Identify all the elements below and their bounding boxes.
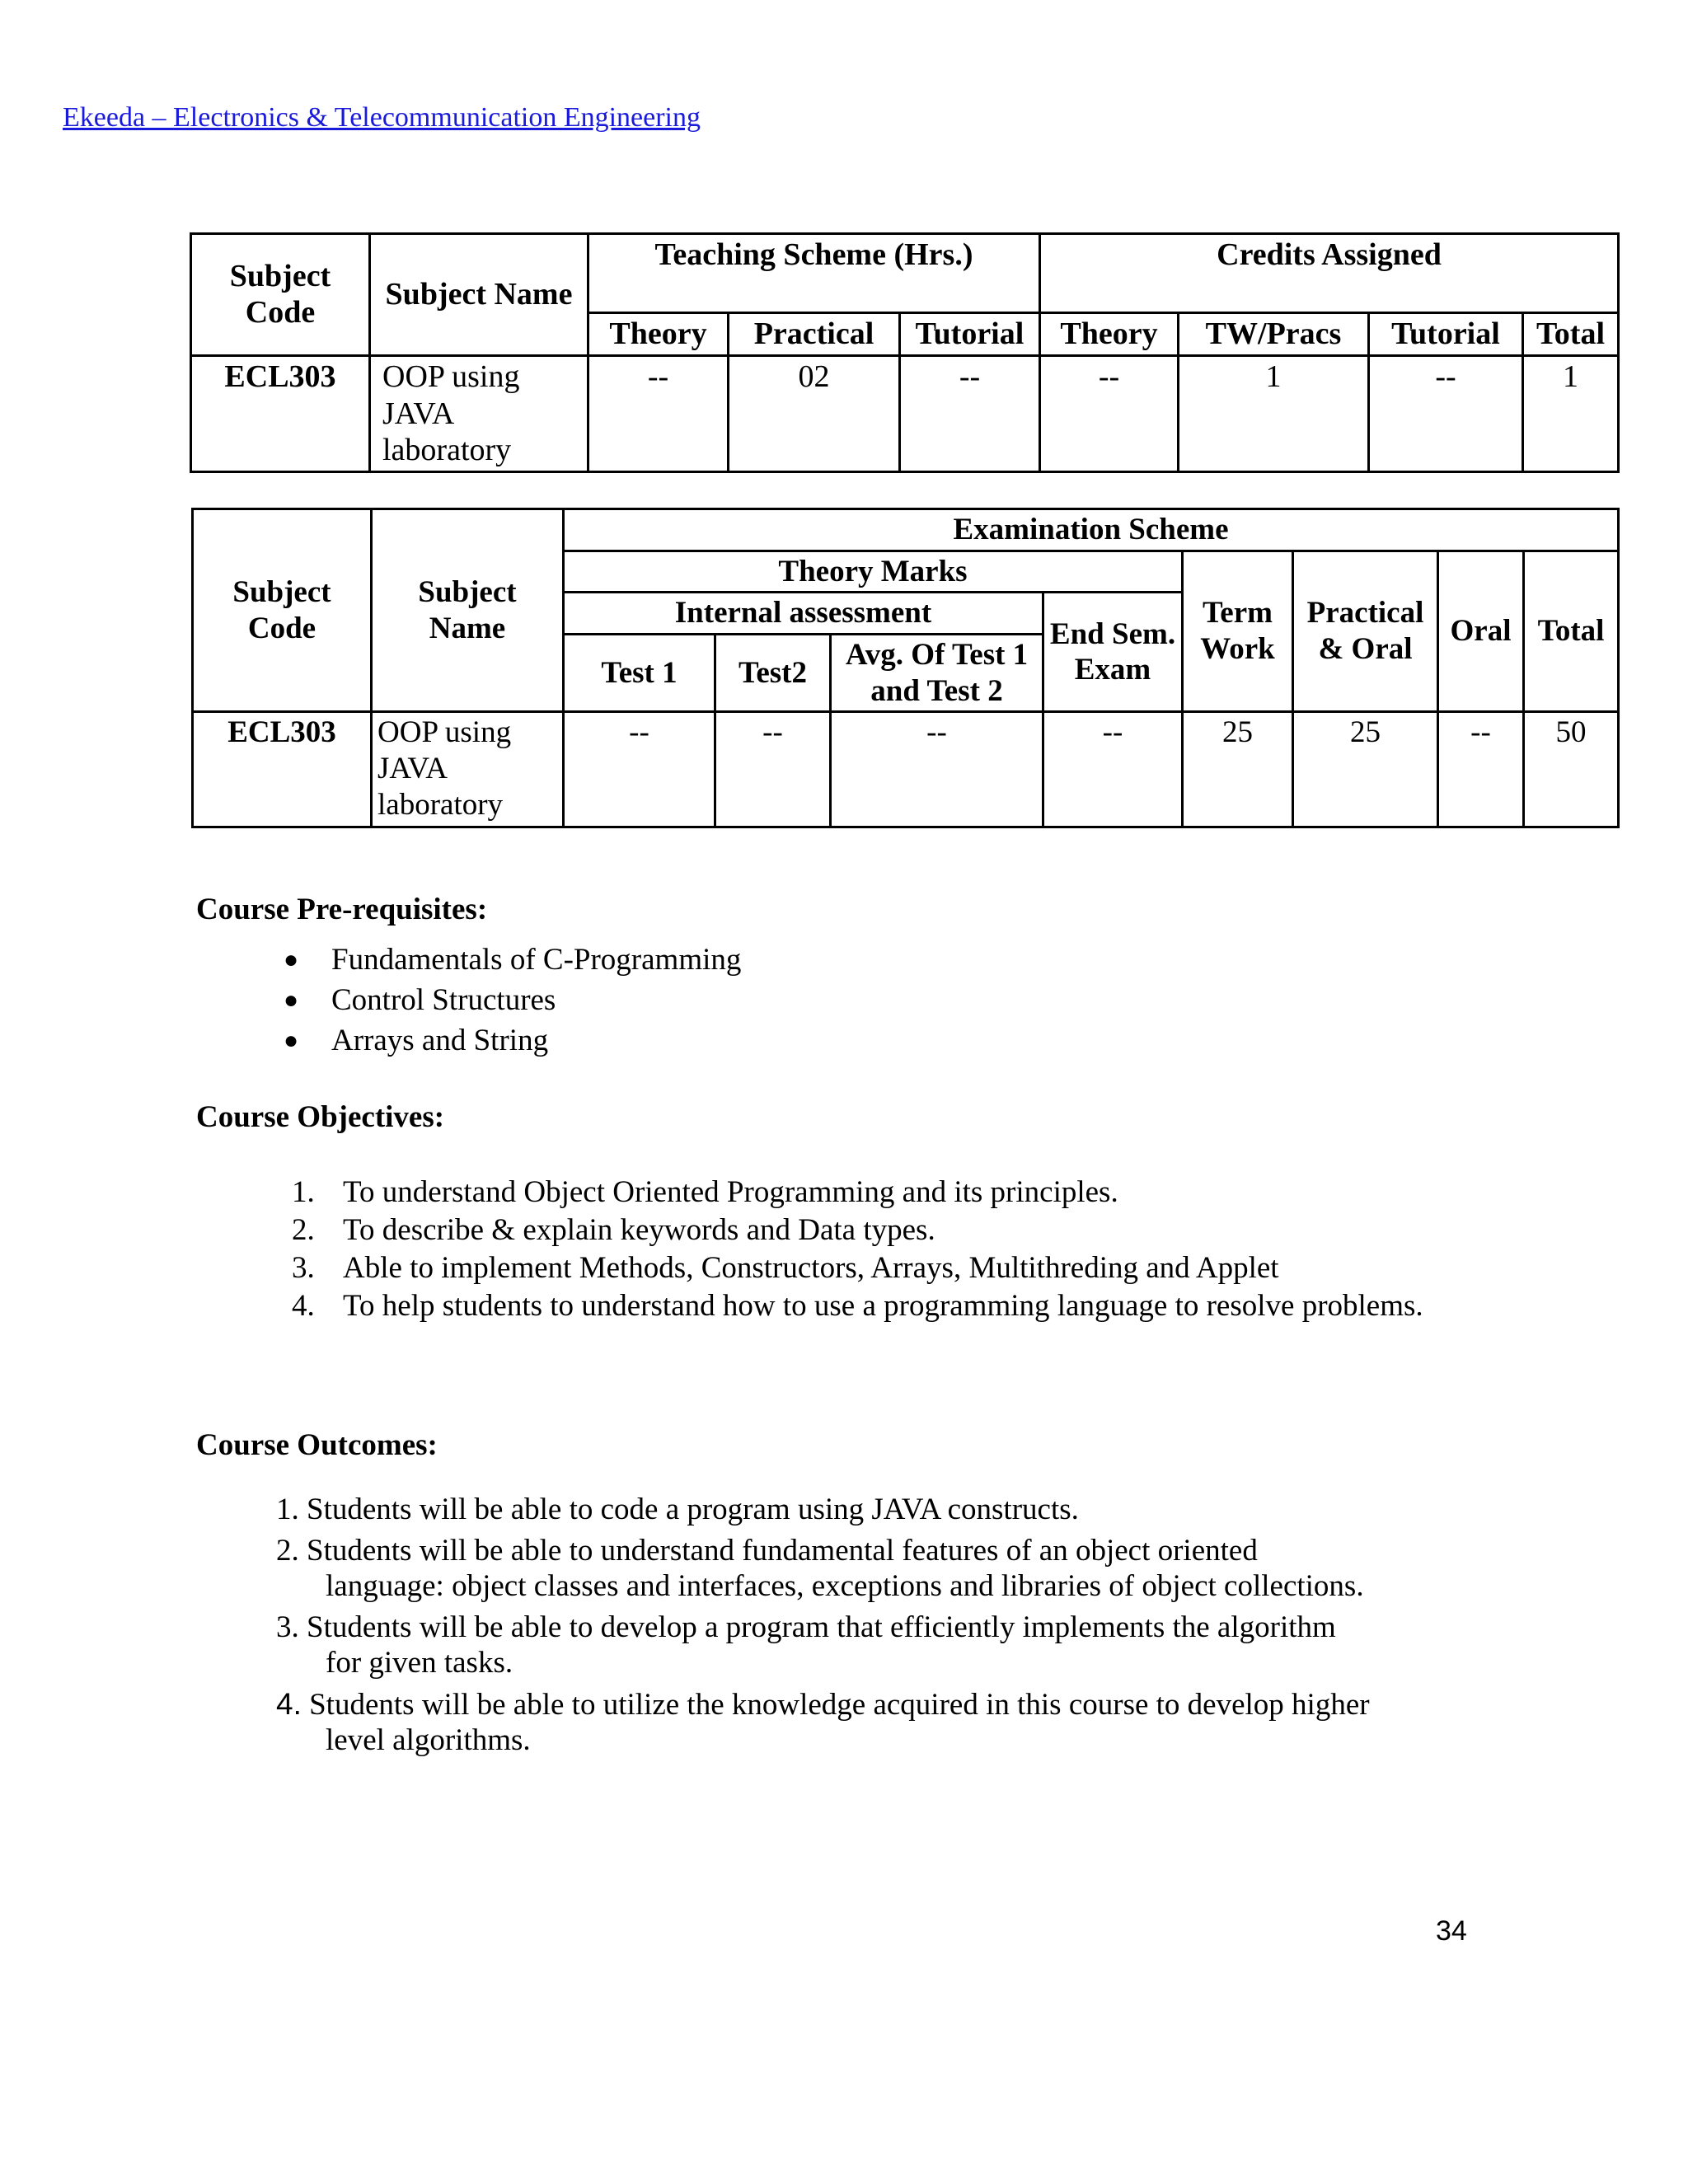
outcomes-title: Course Outcomes:: [196, 1428, 438, 1462]
header-credits-assigned: Credits Assigned: [1040, 234, 1619, 313]
list-item: [276, 1533, 1479, 1604]
subject-name-cell: OOP using JAVA laboratory: [372, 712, 564, 827]
item-number: 4.: [292, 1289, 315, 1323]
subheader-tw-pracs: TW/Pracs: [1179, 313, 1369, 356]
list-item: [280, 940, 741, 980]
header-internal-assessment: Internal assessment: [564, 593, 1043, 635]
list-item: [276, 1610, 1479, 1680]
subheader-theory: Theory: [588, 313, 729, 356]
list-item: [276, 1492, 1479, 1527]
header-subject-name: Subject Name: [372, 509, 564, 712]
value-cell: 02: [729, 355, 900, 471]
table-row: [191, 355, 1619, 471]
list-item: [280, 1249, 1434, 1287]
bullet-icon: ●: [284, 987, 299, 1014]
outcome-text: Students will be able to understand fundamental features of an object oriented: [307, 1534, 1258, 1568]
outcome-continuation: level algorithms.: [326, 1723, 531, 1757]
header-examination-scheme: Examination Scheme: [564, 509, 1619, 551]
value-cell: 50: [1524, 712, 1619, 827]
header-subject-code: Subject Code: [191, 234, 370, 356]
item-number: 4.: [276, 1687, 302, 1721]
value-cell: --: [588, 355, 729, 471]
header-total: Total: [1524, 551, 1619, 712]
header-term-work: Term Work: [1183, 551, 1293, 712]
teaching-credits-table: [190, 232, 1620, 473]
objective-text: To help students to understand how to use a programming language to resolve problems.: [343, 1289, 1423, 1323]
outcome-text: Students will be able to develop a program that efficiently implements the algorithm: [307, 1610, 1336, 1644]
prerequisite-text: Fundamentals of C-Programming: [331, 943, 742, 977]
outcome-continuation: language: object classes and interfaces, exceptions and libraries of object collections.: [326, 1569, 1364, 1603]
bullet-icon: ●: [284, 946, 299, 973]
value-cell: 25: [1183, 712, 1293, 827]
table-row: [193, 712, 1619, 827]
subheader-tutorial: Tutorial: [900, 313, 1040, 356]
page-number: 34: [1436, 1915, 1467, 1947]
list-item: [280, 980, 741, 1020]
value-cell: --: [564, 712, 715, 827]
subject-name-cell: OOP using JAVA laboratory: [370, 355, 588, 471]
subject-code-cell: ECL303: [191, 355, 370, 471]
examination-scheme-table: [191, 508, 1620, 828]
objectives-list: [280, 1174, 1434, 1325]
item-number: 2.: [292, 1213, 315, 1247]
prerequisites-title: Course Pre-requisites:: [196, 893, 488, 926]
objective-text: To describe & explain keywords and Data types.: [343, 1213, 935, 1247]
subheader-credit-tutorial: Tutorial: [1369, 313, 1523, 356]
item-number: 1.: [276, 1493, 299, 1526]
outcome-text: Students will be able to code a program using JAVA constructs.: [307, 1493, 1079, 1526]
subheader-credit-theory: Theory: [1040, 313, 1179, 356]
value-cell: --: [1438, 712, 1524, 827]
subheader-practical: Practical: [729, 313, 900, 356]
list-item: [280, 1174, 1434, 1212]
value-cell: --: [1369, 355, 1523, 471]
item-number: 2.: [276, 1534, 299, 1568]
value-cell: --: [715, 712, 831, 827]
value-cell: 25: [1293, 712, 1438, 827]
outcomes-list: [276, 1492, 1479, 1764]
list-item: [280, 1287, 1434, 1325]
item-number: 3.: [292, 1251, 315, 1285]
list-item: [276, 1686, 1479, 1758]
header-theory-marks: Theory Marks: [564, 551, 1183, 593]
subheader-total: Total: [1523, 313, 1619, 356]
objective-text: Able to implement Methods, Constructors, Arrays, Multithreding and Applet: [343, 1251, 1279, 1285]
header-avg-test: Avg. Of Test 1 and Test 2: [831, 634, 1043, 711]
objective-text: To understand Object Oriented Programming and its principles.: [343, 1175, 1118, 1209]
header-link[interactable]: Ekeeda – Electronics & Telecommunication Engineering: [63, 102, 701, 133]
list-item: [280, 1212, 1434, 1249]
header-oral: Oral: [1438, 551, 1524, 712]
outcome-text: Students will be able to utilize the knowledge acquired in this course to develop higher: [309, 1688, 1370, 1722]
subject-code-cell: ECL303: [193, 712, 372, 827]
outcome-continuation: for given tasks.: [326, 1646, 513, 1680]
value-cell: --: [831, 712, 1043, 827]
value-cell: --: [1043, 712, 1183, 827]
header-test2: Test2: [715, 634, 831, 711]
value-cell: 1: [1523, 355, 1619, 471]
prerequisites-list: [280, 940, 741, 1061]
bullet-icon: ●: [284, 1027, 299, 1054]
header-subject-name: Subject Name: [370, 234, 588, 356]
value-cell: 1: [1179, 355, 1369, 471]
value-cell: --: [1040, 355, 1179, 471]
header-subject-code: Subject Code: [193, 509, 372, 712]
item-number: 1.: [292, 1175, 315, 1209]
value-cell: --: [900, 355, 1040, 471]
prerequisite-text: Control Structures: [331, 983, 556, 1017]
header-test1: Test 1: [564, 634, 715, 711]
list-item: [280, 1020, 741, 1061]
header-teaching-scheme: Teaching Scheme (Hrs.): [588, 234, 1040, 313]
item-number: 3.: [276, 1610, 307, 1644]
prerequisite-text: Arrays and String: [331, 1024, 549, 1057]
header-end-sem-exam: End Sem. Exam: [1043, 593, 1183, 712]
objectives-title: Course Objectives:: [196, 1100, 445, 1134]
header-practical-oral: Practical & Oral: [1293, 551, 1438, 712]
